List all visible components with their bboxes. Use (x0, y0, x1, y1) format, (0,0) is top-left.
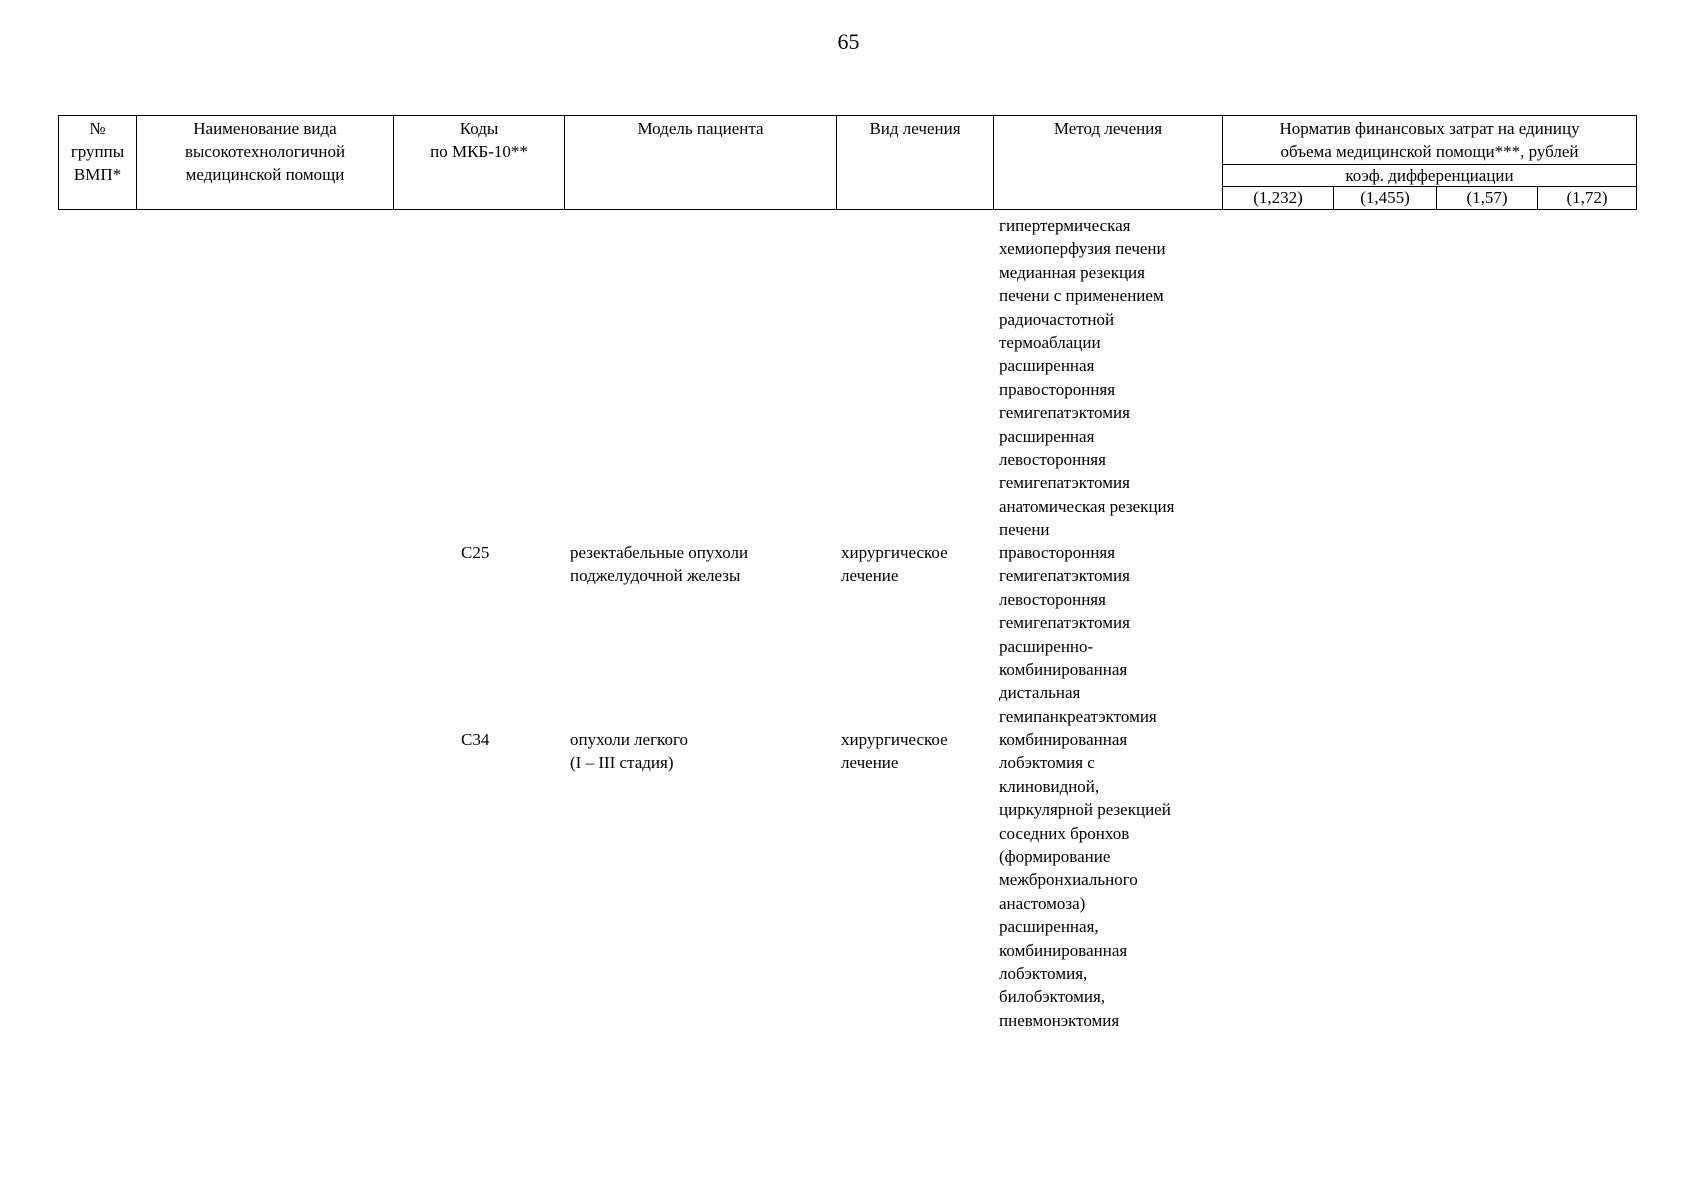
header-treatment-method: Метод лечения (994, 116, 1223, 210)
header-coef-3: (1,57) (1437, 187, 1538, 210)
header-coef-1: (1,232) (1223, 187, 1334, 210)
row-2-code: C25 (461, 543, 490, 562)
row-2-method: правосторонняя гемигепатэктомия левосторонняя гемигепатэктомия расширенно- комбинированная дистальная гемипанкреатэктомия (999, 543, 1157, 726)
header-coef-label: коэф. дифференциации (1223, 165, 1637, 187)
row-2-model: резектабельные опухоли поджелудочной железы (570, 543, 749, 586)
row-1-method: гипертермическая хемиоперфузия печени медианная резекция печени с применением радиочастотной термоаблации расширенная правосторонняя гемигепатэктомия расширенная левосторонняя гемигепатэктомия анатомическая резекция печени (999, 216, 1175, 540)
row-3-method: комбинированная лобэктомия с клиновидной, циркулярной резекцией соседних бронхов (формирование межбронхиального анастомоза) расширенная, комбинированная лобэктомия, билобэктомия, пневмонэктомия (999, 730, 1171, 1030)
page-number: 65 (837, 29, 860, 54)
row-3-model: опухоли легкого (I – III стадия) (570, 730, 689, 773)
header-codes: Коды по МКБ-10** (394, 116, 565, 210)
header-treatment-type: Вид лечения (837, 116, 994, 210)
row-3-type: хирургическое лечение (841, 730, 948, 773)
row-3-code: C34 (461, 730, 490, 749)
header-coef-4: (1,72) (1538, 187, 1637, 210)
header-vmp-name: Наименование вида высокотехнологичной медицинской помощи (137, 116, 394, 210)
header-coef-2: (1,455) (1334, 187, 1437, 210)
header-patient-model: Модель пациента (565, 116, 837, 210)
row-2-type: хирургическое лечение (841, 543, 948, 586)
header-group-no: № группы ВМП* (59, 116, 137, 210)
header-norm: Норматив финансовых затрат на единицу объема медицинской помощи***, рублей (1223, 116, 1637, 165)
